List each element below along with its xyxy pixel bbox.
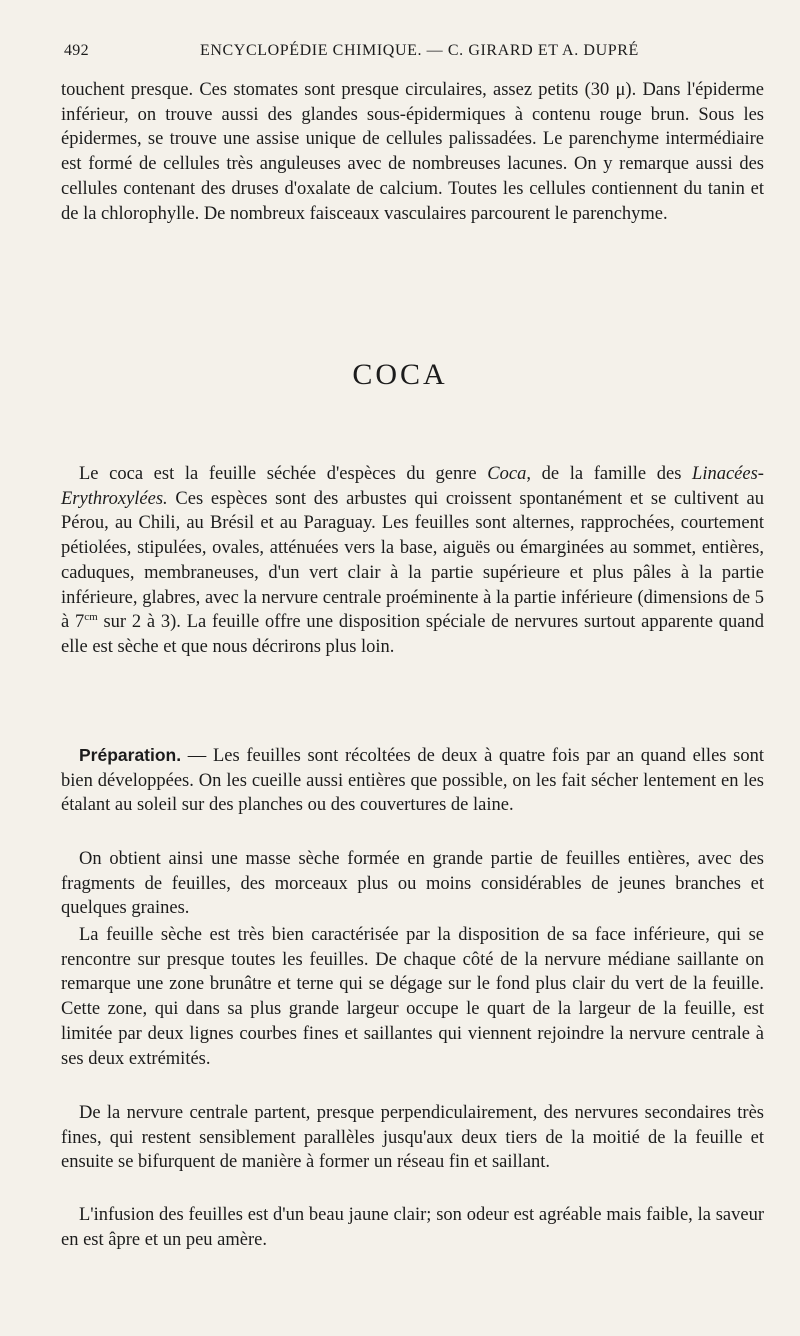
preparation-text: — Les feuilles sont récoltées de deux à quatre fois par an quand elles sont bien développées. On les cueille aussi entières que possible, on les fait sécher lentement en les étalant au soleil sur des planches ou des couvertures de laine. [61,746,764,816]
coca-text-part3: Ces espèces sont des arbustes qui croissent spontanément et se cultivent au Pérou, au Chili, au Brésil et au Paraguay. Les feuilles sont alternes, rapprochées, courtement pétiolées, stipulées, ovales, atténuées vers la base, aiguës ou émarginées au sommet, entières, caduques, membraneuses, d'un vert clair à la partie supérieure et plus pâles à la partie inférieure, glabres, avec la nervure centrale proéminente à la partie inférieure (dimensions de 5 à 7 [61,488,764,633]
body-paragraph-2: La feuille sèche est très bien caractérisée par la disposition de sa face inférieure, qui se rencontre sur presque toutes les feuilles. De chaque côté de la nervure médiane saillante on remarque une zone brunâtre et terne qui se dégage sur le fond plus clair du vert de la feuille. Cette zone, qui dans sa plus grande largeur occupe le quart de la largeur de la feuille, est limitée par deux lignes courbes fines et saillantes qui viennent rejoindre la nervure centrale à ses deux extrémités. [61,925,764,1069]
preparation-heading: Préparation. [79,745,182,765]
coca-text-part4: sur 2 à 3). La feuille offre une disposition spéciale de nervures surtout apparente quand elle est sèche et que nous décrirons plus loin. [61,612,765,657]
family-name: Linacées-Erythroxylées. [61,464,764,509]
body-paragraph-4: L'infusion des feuilles est d'un beau jaune clair; son odeur est agréable mais faible, la saveur en est âpre et un peu amère. [61,1205,764,1250]
coca-text-part1: Le coca est la feuille séchée d'espèces du genre [79,464,488,484]
body-paragraph-3: De la nervure centrale partent, presque perpendiculairement, des nervures secondaires très fines, qui restent sensiblement parallèles jusqu'aux deux tiers de la moitié de la feuille et ensuite se bifurquent de manière à former un réseau fin et saillant. [61,1103,764,1173]
coca-text-part2: , de la famille des [526,464,693,484]
coca-description-paragraph [61,462,764,660]
page-number: 492 [64,42,89,59]
preparation-paragraph [61,743,764,818]
section-title: COCA [352,358,448,391]
body-paragraph-1: On obtient ainsi une masse sèche formée en grande partie de feuilles entières, avec des fragments de feuilles, des morceaux plus ou moins considérables de jeunes branches et quelques graines. [61,849,764,919]
running-header [64,42,756,66]
genus-name: Coca [487,464,527,484]
running-title: ENCYCLOPÉDIE CHIMIQUE. — C. GIRARD ET A. DUPRÉ [200,42,639,59]
intro-paragraph: touchent presque. Ces stomates sont presque circulaires, assez petits (30 μ). Dans l'épiderme inférieur, on trouve aussi des glandes sous-épidermiques à contenu rouge brun. Sous les épidermes, se trouve une assise unique de cellules palissadées. Le parenchyme intermédiaire est formé de cellules très anguleuses avec de nombreuses lacunes. On y remarque aussi des cellules contenant des druses d'oxalate de calcium. Toutes les cellules contiennent du tanin et de la chlorophylle. De nombreux faisceaux vasculaires parcourent le parenchyme. [61,80,764,224]
unit-superscript: cm [84,611,98,624]
